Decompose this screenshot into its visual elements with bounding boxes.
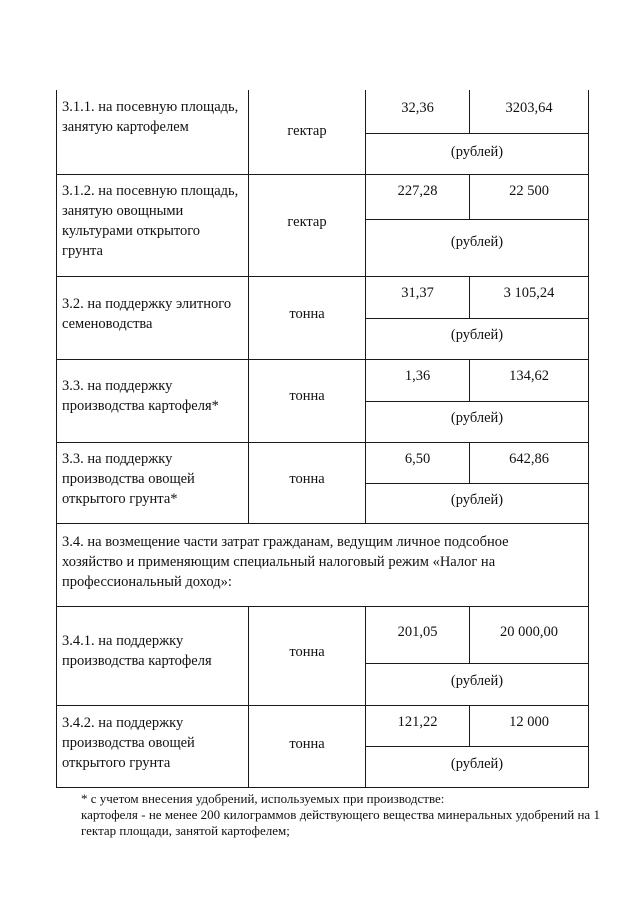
- value-cell: 32,36: [401, 100, 434, 116]
- value-cell: 3 105,24: [503, 285, 555, 301]
- value-currency-separator: [365, 401, 589, 402]
- value-cell: 22 500: [509, 183, 549, 199]
- table-border-left: [56, 90, 57, 788]
- value-cell: 20 000,00: [500, 624, 558, 640]
- currency-cell: (рублей): [450, 410, 504, 426]
- value-cell: 121,22: [397, 714, 438, 730]
- row-separator: [56, 787, 589, 788]
- value-currency-separator: [365, 663, 589, 664]
- value-cell: 6,50: [404, 451, 431, 467]
- row-label: 3.4.1. на поддержку производства картофеля: [62, 633, 212, 669]
- row-separator: [56, 174, 589, 175]
- section-heading: 3.4. на возмещение части затрат гражданам, ведущим личное подсобное хозяйство и применяющим специальный налоговый режим «Налог на профессиональный доход»:: [62, 534, 509, 590]
- footnote-line2: картофеля - не менее 200 килограммов действующего вещества минеральных удобрений на 1 гектар площади, занятой картофелем;: [81, 807, 600, 838]
- value-cell: 134,62: [509, 368, 549, 384]
- unit-cell: гектар: [287, 123, 327, 139]
- column-separator: [248, 606, 249, 787]
- value-currency-separator: [365, 133, 589, 134]
- row-label: 3.1.2. на посевную площадь, занятую овощными культурами открытого грунта: [62, 183, 239, 259]
- unit-cell: тонна: [289, 736, 325, 752]
- row-label: 3.3. на поддержку производства овощей открытого грунта*: [62, 451, 195, 507]
- value-cell: 227,28: [397, 183, 438, 199]
- value-cell: 201,05: [397, 624, 438, 640]
- currency-cell: (рублей): [450, 327, 504, 343]
- row-separator: [56, 442, 589, 443]
- unit-cell: тонна: [289, 644, 325, 660]
- row-separator: [56, 705, 589, 706]
- currency-cell: (рублей): [450, 492, 504, 508]
- unit-cell: тонна: [289, 306, 325, 322]
- unit-cell: гектар: [287, 214, 327, 230]
- row-label: 3.1.1. на посевную площадь, занятую картофелем: [62, 99, 239, 135]
- unit-cell: тонна: [289, 471, 325, 487]
- unit-cell: тонна: [289, 388, 325, 404]
- row-separator: [56, 523, 589, 524]
- footnote-line1: * с учетом внесения удобрений, используемых при производстве:: [81, 791, 445, 806]
- row-separator: [56, 359, 589, 360]
- value-currency-separator: [365, 483, 589, 484]
- currency-cell: (рублей): [450, 234, 504, 250]
- currency-cell: (рублей): [450, 756, 504, 772]
- value-cell: 31,37: [401, 285, 434, 301]
- value-cell: 1,36: [404, 368, 431, 384]
- value-cell: 642,86: [509, 451, 549, 467]
- row-separator: [56, 606, 589, 607]
- table-border-right: [588, 90, 589, 788]
- value-currency-separator: [365, 318, 589, 319]
- value-currency-separator: [365, 746, 589, 747]
- row-separator: [56, 276, 589, 277]
- value-currency-separator: [365, 219, 589, 220]
- row-label: 3.3. на поддержку производства картофеля*: [62, 378, 219, 414]
- row-label: 3.4.2. на поддержку производства овощей открытого грунта: [62, 715, 195, 771]
- currency-cell: (рублей): [450, 144, 504, 160]
- row-label: 3.2. на поддержку элитного семеноводства: [62, 296, 232, 332]
- value-cell: 12 000: [509, 714, 549, 730]
- value-cell: 3203,64: [505, 100, 553, 116]
- currency-cell: (рублей): [450, 673, 504, 689]
